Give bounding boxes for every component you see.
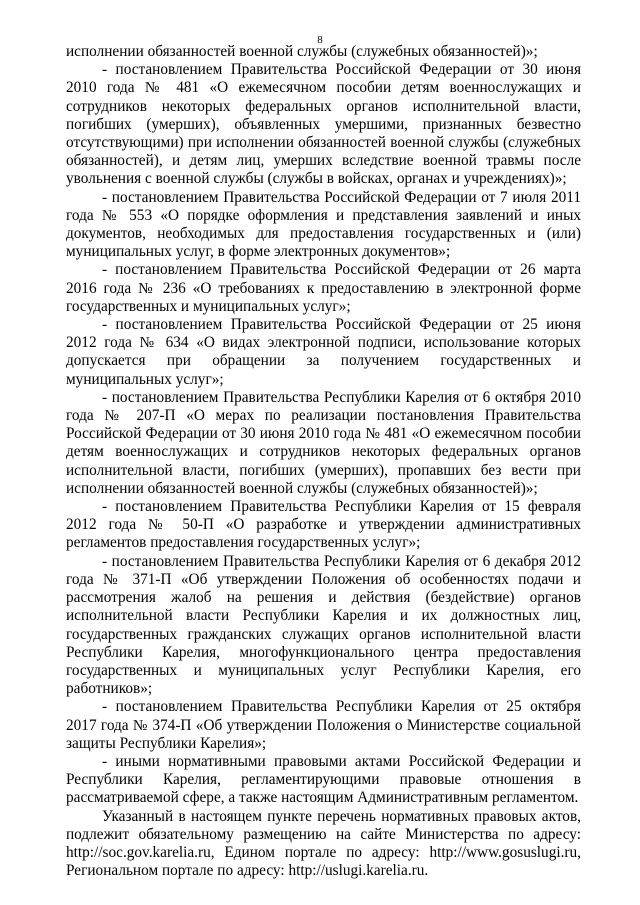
document-body [66, 43, 581, 880]
paragraph-continuation: исполнении обязанностей военной службы (служебных обязанностей)»; [66, 43, 538, 60]
list-item-decree-rf-236: - постановлением Правительства Российской Федерации от 26 марта 2016 года № 236 «О требованиях к предоставлению в электронной форме государственных и муниципальных услуг»; [66, 261, 581, 315]
page-number: 8 [317, 34, 323, 46]
list-item-other-acts: - иными нормативными правовыми актами Российской Федерации и Республики Карелия, регламентирующими правовые отношения в рассматриваемой сфере, а также настоящим Административным регламентом. [66, 752, 581, 807]
list-item-decree-rk-50: - постановлением Правительства Республики Карелия от 15 февраля 2012 года № 50-П «О разработке и утверждении административных регламентов предоставления государственных услуг»; [66, 498, 581, 552]
list-item-decree-rk-371: - постановлением Правительства Республики Карелия от 6 декабря 2012 года № 371-П «Об утверждении Положения об особенностях подачи и рассмотрения жалоб на решения и действия (бездействие) органов исполнительной власти Республики Карелия и их должностных лиц, государственных гражданских служащих органов исполнительной власти Республики Карелия, многофункционального центра предоставления государственных и муниципальных услуг Республики Карелия, его работников»; [66, 552, 581, 698]
list-item-decree-rf-553: - постановлением Правительства Российской Федерации от 7 июля 2011 года № 553 «О порядке оформления и представления заявлений и иных документов, необходимых для предоставления государственных и (или) муниципальных услуг, в форме электронных документов»; [66, 188, 581, 261]
paragraph-publication-note: Указанный в настоящем пункте перечень нормативных правовых актов, подлежит обязательному размещению на сайте Министерства по адресу: http://soc.gov.karelia.ru, Едином портале по адресу: http://www.gosuslugi.ru, Региональном портале по адресу: http://uslugi.karelia.ru. [66, 807, 581, 880]
list-item-decree-rk-374: - постановлением Правительства Республики Карелия от 25 октября 2017 года № 374-П «Об утверждении Положения о Министерстве социальной защиты Республики Карелия»; [66, 698, 581, 752]
list-item-decree-rk-207: - постановлением Правительства Республики Карелия от 6 октября 2010 года № 207-П «О мерах по реализации постановления Правительства Российской Федерации от 30 июня 2010 года № 481 «О ежемесячном пособии детям военнослужащих и сотрудников некоторых федеральных органов исполнительной власти, погибших (умерших), пропавших без вести при исполнении обязанностей военной службы (служебных обязанностей)»; [66, 388, 581, 497]
list-item-decree-rf-634: - постановлением Правительства Российской Федерации от 25 июня 2012 года № 634 «О видах электронной подписи, использование которых допускается при обращении за получением государственных и муниципальных услуг»; [66, 316, 581, 388]
list-item-decree-rf-481: - постановлением Правительства Российской Федерации от 30 июня 2010 года № 481 «О ежемесячном пособии детям военнослужащих и сотрудников некоторых федеральных органов исполнительной власти, погибших (умерших), объявленных умершими, признанных безвестно отсутствующими) при исполнении обязанностей военной службы (служебных обязанностей), и детям лиц, умерших вследствие военной травмы после увольнения с военной службы (службы в войсках, органах и учреждениях)»; [66, 61, 581, 188]
